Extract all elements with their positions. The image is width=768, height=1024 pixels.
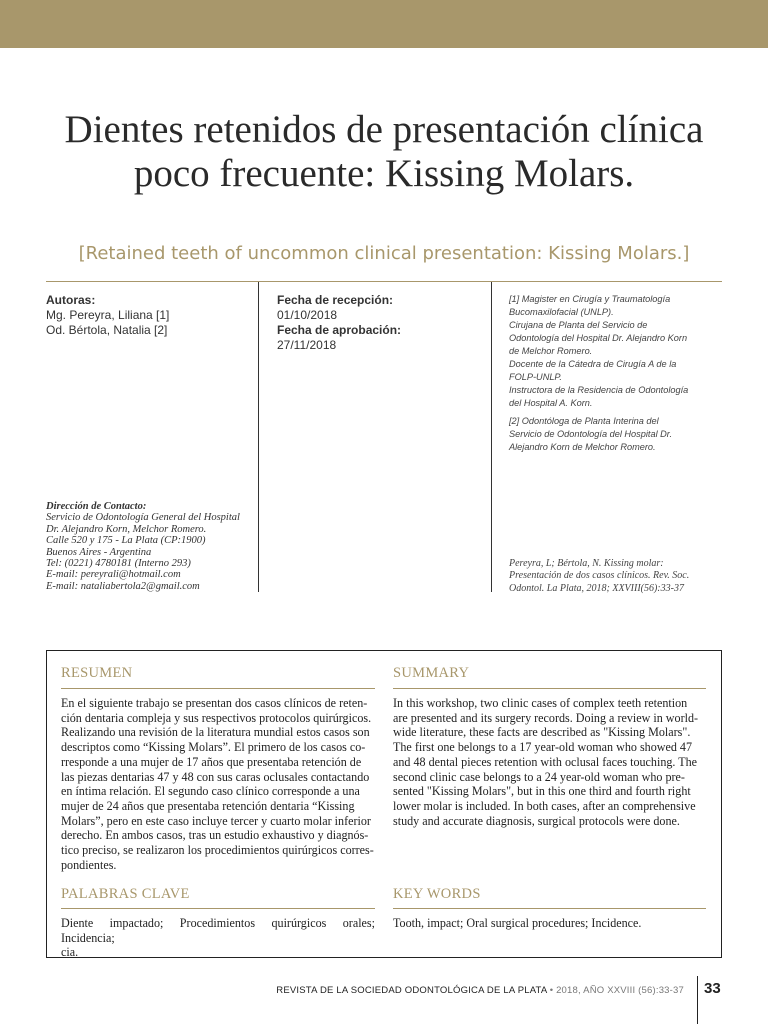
resumen-line: Molars”, pero en este caso incluye tercer y cuarto molar inferior <box>61 813 371 828</box>
resumen-text <box>61 696 375 872</box>
note-line: del Hospital A. Korn. <box>509 398 593 408</box>
contact-block <box>46 501 256 592</box>
summary-text <box>393 696 706 828</box>
approved-date: 27/11/2018 <box>277 338 337 352</box>
resumen-heading: RESUMEN <box>61 665 133 681</box>
authors-block <box>46 293 251 338</box>
summary-heading: SUMMARY <box>393 665 470 681</box>
resumen-line: derecho. En ambos casos, tras un estudio exhaustivo y diagnós- <box>61 828 369 843</box>
resumen-line: rresponde a una mujer de 17 años que presentaba retención de <box>61 754 362 769</box>
summary-line: The first one belongs to a 17 year-old woman who showed 47 <box>393 740 693 755</box>
page-number: 33 <box>704 980 721 997</box>
resumen-line: las piezas dentarias 47 y 48 con sus caras oclusales contactando <box>61 769 370 784</box>
key-words-rule <box>393 908 706 909</box>
citation-line: Presentación de dos casos clínicos. Rev. Soc. <box>509 570 690 582</box>
note-line: Bucomaxilofacial (UNLP). <box>509 307 614 317</box>
resumen-line: descriptos como “Kissing Molars”. El primero de los casos co- <box>61 740 366 755</box>
contact-line: Calle 520 y 175 - La Plata (CP:1900) <box>46 535 206 547</box>
note-line: Odontología del Hospital Dr. Alejandro Korn <box>509 333 688 343</box>
article-title <box>20 108 748 196</box>
resumen-line: en íntima relación. El segundo caso clínico corresponde a una <box>61 784 360 799</box>
palabras-clave-rule <box>61 908 375 909</box>
palabras-clave-line: cia. <box>61 945 79 960</box>
resumen-line: tico preciso, se realizaron los procedimientos quirúrgicos corres- <box>61 843 374 858</box>
note-line: de Melchor Romero. <box>509 346 593 356</box>
title-line-1: Dientes retenidos de presentación clínica <box>64 108 704 151</box>
key-words-text: Tooth, impact; Oral surgical procedures; Incidence. <box>393 916 642 930</box>
contact-line: Buenos Aires - Argentina <box>46 546 152 558</box>
summary-line: lower molar is included. In both cases, after an comprehensive <box>393 798 696 813</box>
summary-line: are presented and its surgery records. Doing a review in world- <box>393 710 699 725</box>
contact-email[interactable]: E-mail: pereyrali@hotmail.com <box>46 569 181 581</box>
received-date: 01/10/2018 <box>277 308 338 322</box>
note-line: Cirujana de Planta del Servicio de <box>509 320 648 330</box>
note-line: FOLP-UNLP. <box>509 372 562 382</box>
column-divider-2 <box>491 282 492 592</box>
resumen-line: pondientes. <box>61 857 117 872</box>
summary-line: In this workshop, two clinic cases of complex teeth retention <box>393 696 688 710</box>
author-name: Mg. Pereyra, Liliana [1] <box>46 308 170 322</box>
contact-heading: Dirección de Contacto: <box>46 501 147 512</box>
contact-line: Tel: (0221) 4780181 (Interno 293) <box>46 558 191 570</box>
approved-label: Fecha de aprobación: <box>277 323 402 337</box>
palabras-clave-line: Diente impactado; Procedimientos quirúrgicos orales; Incidencia; <box>61 916 375 945</box>
resumen-line: mujer de 24 años que presentaba retención dentaria “Kissing <box>61 798 355 813</box>
resumen-rule <box>61 688 375 689</box>
title-line-2: poco frecuente: Kissing Molars. <box>133 152 635 195</box>
author-name: Od. Bértola, Natalia [2] <box>46 323 168 337</box>
footer-divider <box>697 976 698 1024</box>
author-note-1 <box>509 293 731 410</box>
key-words-heading: KEY WORDS <box>393 886 481 902</box>
journal-name: REVISTA DE LA SOCIEDAD ODONTOLÓGICA DE LA PLATA <box>276 985 547 996</box>
note-line: Alejandro Korn de Melchor Romero. <box>509 442 656 452</box>
summary-line: second clinic case belongs to a 24 year-old woman who pre- <box>393 769 685 784</box>
author-note-2 <box>509 415 731 454</box>
resumen-line: En el siguiente trabajo se presentan dos casos clínicos de reten- <box>61 696 368 710</box>
column-divider-1 <box>258 282 259 592</box>
summary-line: study and accurate diagnosis, surgical protocols were done. <box>393 813 680 828</box>
top-accent-bar <box>0 0 768 48</box>
journal-issue: 2018, AÑO XXVIII (56):33-37 <box>556 985 684 996</box>
resumen-line: ción dentaria compleja y sus respectivos protocolos quirúrgicos. <box>61 710 372 725</box>
footer-bullet: • <box>549 985 554 996</box>
note-line: [2] Odontóloga de Planta Interina del <box>509 416 659 426</box>
received-label: Fecha de recepción: <box>277 293 394 307</box>
author-notes <box>509 293 731 459</box>
resumen-line: Realizando una revisión de la literatura mundial estos casos son <box>61 725 370 740</box>
journal-footer <box>276 985 684 996</box>
dates-block <box>277 293 482 353</box>
summary-line: wide literature, these facts are described as "Kissing Molars". <box>393 725 691 740</box>
summary-line: and 48 dental pieces retention with oclusal faces touching. The <box>393 754 698 769</box>
palabras-clave-heading: PALABRAS CLAVE <box>61 886 190 902</box>
article-subtitle: [Retained teeth of uncommon clinical presentation: Kissing Molars.] <box>78 243 690 264</box>
contact-email[interactable]: E-mail: nataliabertola2@gmail.com <box>46 580 200 592</box>
authors-label: Autoras: <box>46 293 96 307</box>
note-line: [1] Magister en Cirugía y Traumatología <box>509 294 671 304</box>
title-divider <box>46 281 722 282</box>
note-line: Docente de la Cátedra de Cirugía A de la <box>509 359 677 369</box>
palabras-clave-text <box>61 916 375 960</box>
citation-block <box>509 558 709 595</box>
citation-line: Odontol. La Plata, 2018; XXVIII(56):33-37 <box>509 582 684 594</box>
note-line: Servicio de Odontología del Hospital Dr. <box>509 429 673 439</box>
summary-line: sented "Kissing Molars", but in this one third and fourth right <box>393 784 691 799</box>
summary-rule <box>393 688 706 689</box>
contact-line: Servicio de Odontología General del Hospital <box>46 512 240 524</box>
citation-line: Pereyra, L; Bértola, N. Kissing molar: <box>509 558 664 569</box>
contact-line: Dr. Alejandro Korn, Melchor Romero. <box>46 523 207 535</box>
note-line: Instructora de la Residencia de Odontología <box>509 385 689 395</box>
